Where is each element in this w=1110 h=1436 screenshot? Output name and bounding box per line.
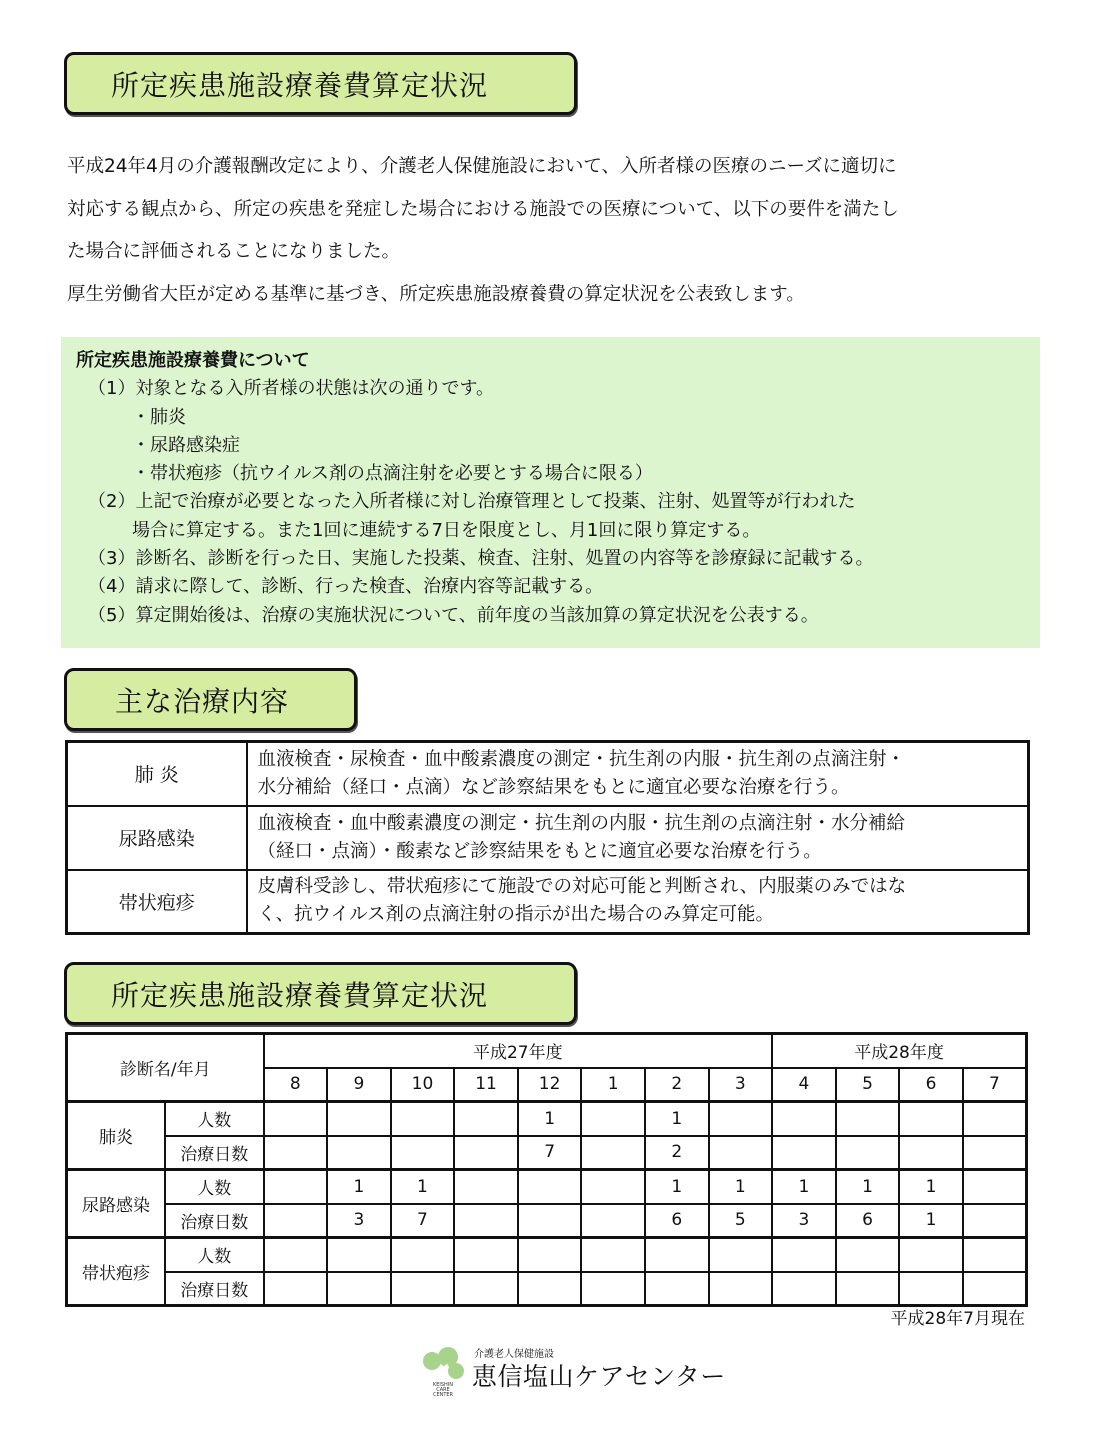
section-heading-treatment: 主な治療内容 [64, 668, 357, 731]
month-header: 4 [772, 1068, 836, 1102]
table-row [67, 1204, 1027, 1238]
treatment-table [65, 740, 1030, 935]
value-cell [772, 1102, 836, 1136]
value-cell: 1 [645, 1170, 709, 1204]
value-cell [264, 1170, 328, 1204]
value-cell [645, 1272, 709, 1306]
metric-label: 人数 [165, 1170, 264, 1204]
value-cell: 5 [709, 1204, 773, 1238]
about-item: （4）請求に際して、診断、行った検査、治療内容等記載する。 [88, 576, 604, 598]
treatment-label: 肺 炎 [67, 742, 247, 806]
value-cell: 1 [518, 1102, 582, 1136]
value-cell [391, 1102, 455, 1136]
value-cell [327, 1136, 391, 1170]
value-cell [454, 1136, 518, 1170]
month-header: 12 [518, 1068, 582, 1102]
logo-name: 恵信塩山ケアセンター [472, 1362, 726, 1391]
value-cell: 6 [836, 1204, 900, 1238]
month-header: 7 [963, 1068, 1027, 1102]
value-cell: 1 [645, 1102, 709, 1136]
value-cell [836, 1238, 900, 1272]
value-cell [518, 1272, 582, 1306]
value-cell [963, 1204, 1027, 1238]
value-cell [772, 1238, 836, 1272]
value-cell [264, 1238, 328, 1272]
intro-line: 厚生労働省大臣が定める基準に基づき、所定疾患施設療養費の算定状況を公表致します。 [67, 283, 805, 305]
value-cell [581, 1136, 645, 1170]
month-header: 8 [264, 1068, 328, 1102]
month-header: 11 [454, 1068, 518, 1102]
value-cell [581, 1272, 645, 1306]
value-cell [709, 1272, 773, 1306]
diagnosis-name: 帯状疱疹 [67, 1238, 166, 1306]
about-item: （5）算定開始後は、治療の実施状況について、前年度の当該加算の算定状況を公表する。 [88, 604, 819, 626]
logo-subtitle: 介護老人保健施設 [474, 1349, 554, 1360]
value-cell [454, 1102, 518, 1136]
value-cell [518, 1170, 582, 1204]
about-item: （3）診断名、診断を行った日、実施した投薬、検査、注射、処置の内容等を診療録に記載する。 [88, 548, 874, 570]
value-cell [836, 1102, 900, 1136]
value-cell [454, 1272, 518, 1306]
month-header: 1 [581, 1068, 645, 1102]
about-item: ・帯状疱疹（抗ウイルス剤の点滴注射を必要とする場合に限る） [132, 463, 653, 485]
value-cell [963, 1170, 1027, 1204]
value-cell [264, 1136, 328, 1170]
table-row [67, 1136, 1027, 1170]
month-header: 6 [899, 1068, 963, 1102]
value-cell [899, 1238, 963, 1272]
about-item: （1）対象となる入所者様の状態は次の通りです。 [88, 378, 495, 400]
value-cell: 7 [518, 1136, 582, 1170]
section-heading-calc-status: 所定疾患施設療養費算定状況 [64, 962, 577, 1025]
value-cell [518, 1204, 582, 1238]
value-cell [518, 1238, 582, 1272]
as-of-date: 平成28年7月現在 [890, 1309, 1025, 1329]
treatment-row [67, 742, 1029, 806]
value-cell [899, 1136, 963, 1170]
logo-english: KEISHIN CARE CENTER [432, 1382, 454, 1398]
intro-paragraph [67, 146, 1057, 316]
section-heading-status: 所定疾患施設療養費算定状況 [64, 52, 577, 115]
table-row [67, 1272, 1027, 1306]
metric-label: 人数 [165, 1238, 264, 1272]
value-cell: 1 [391, 1170, 455, 1204]
year-header-row [67, 1034, 1027, 1068]
metric-label: 人数 [165, 1102, 264, 1136]
value-cell: 3 [327, 1204, 391, 1238]
value-cell [327, 1102, 391, 1136]
description-line: 血液検査・尿検査・血中酸素濃度の測定・抗生剤の内服・抗生剤の点滴注射・ [257, 748, 906, 770]
month-header: 3 [709, 1068, 773, 1102]
value-cell: 2 [645, 1136, 709, 1170]
value-cell: 6 [645, 1204, 709, 1238]
diagnosis-name: 肺炎 [67, 1102, 166, 1170]
month-header: 9 [327, 1068, 391, 1102]
value-cell [709, 1102, 773, 1136]
description-line: （経口・点滴）・酸素など診察結果をもとに適宜必要な治療を行う。 [257, 840, 822, 862]
value-cell [709, 1238, 773, 1272]
fiscal-year-header: 平成28年度 [772, 1034, 1026, 1068]
value-cell [709, 1136, 773, 1170]
fiscal-year-header: 平成27年度 [264, 1034, 773, 1068]
value-cell [899, 1102, 963, 1136]
value-cell [454, 1170, 518, 1204]
about-title: 所定疾患施設療養費について [76, 350, 310, 371]
value-cell [772, 1136, 836, 1170]
value-cell [963, 1136, 1027, 1170]
value-cell: 1 [836, 1170, 900, 1204]
value-cell [454, 1204, 518, 1238]
value-cell [645, 1238, 709, 1272]
description-line: 血液検査・血中酸素濃度の測定・抗生剤の内服・抗生剤の点滴注射・水分補給 [257, 812, 906, 834]
value-cell [963, 1102, 1027, 1136]
description-line: く、抗ウイルス剤の点滴注射の指示が出た場合のみ算定可能。 [257, 904, 775, 926]
metric-label: 治療日数 [165, 1204, 264, 1238]
value-cell: 1 [899, 1170, 963, 1204]
value-cell [772, 1272, 836, 1306]
month-header: 5 [836, 1068, 900, 1102]
about-item: 場合に算定する。また1回に連続する7日を限度とし、月1回に限り算定する。 [132, 519, 761, 541]
intro-line: た場合に評価されることになりました。 [67, 241, 401, 262]
value-cell [836, 1136, 900, 1170]
clover-logo-icon [418, 1347, 468, 1387]
value-cell [327, 1238, 391, 1272]
value-cell [581, 1102, 645, 1136]
about-item: ・尿路感染症 [132, 434, 240, 456]
description-line: 水分補給（経口・点滴）など診察結果をもとに適宜必要な治療を行う。 [257, 776, 850, 798]
value-cell [264, 1204, 328, 1238]
value-cell [581, 1170, 645, 1204]
value-cell [391, 1272, 455, 1306]
value-cell [454, 1238, 518, 1272]
value-cell [581, 1238, 645, 1272]
metric-label: 治療日数 [165, 1272, 264, 1306]
treatment-label: 尿路感染 [67, 806, 247, 870]
about-item: ・肺炎 [132, 406, 186, 428]
month-header: 10 [391, 1068, 455, 1102]
calc-status-table [65, 1032, 1028, 1307]
value-cell: 1 [327, 1170, 391, 1204]
facility-logo [418, 1345, 728, 1405]
value-cell: 3 [772, 1204, 836, 1238]
value-cell [963, 1238, 1027, 1272]
value-cell [264, 1272, 328, 1306]
value-cell: 1 [709, 1170, 773, 1204]
corner-header: 診断名/年月 [67, 1034, 264, 1102]
about-item: （2）上記で治療が必要となった入所者様に対し治療管理として投薬、注射、処置等が行われた [88, 491, 856, 513]
treatment-row [67, 806, 1029, 870]
value-cell [327, 1272, 391, 1306]
value-cell [836, 1272, 900, 1306]
intro-line: 平成24年4月の介護報酬改定により、介護老人保健施設において、入所者様の医療のニーズに適切に [67, 156, 897, 177]
treatment-description [247, 870, 1029, 934]
treatment-description [247, 742, 1029, 806]
table-row [67, 1238, 1027, 1272]
value-cell [391, 1136, 455, 1170]
table-row [67, 1170, 1027, 1204]
value-cell [581, 1204, 645, 1238]
about-box [61, 337, 1040, 648]
month-header: 2 [645, 1068, 709, 1102]
value-cell: 7 [391, 1204, 455, 1238]
value-cell [963, 1272, 1027, 1306]
treatment-label: 帯状疱疹 [67, 870, 247, 934]
value-cell [899, 1272, 963, 1306]
treatment-description [247, 806, 1029, 870]
value-cell [264, 1102, 328, 1136]
intro-line: 対応する観点から、所定の疾患を発症した場合における施設での医療について、以下の要件を満たし [67, 198, 899, 220]
table-row [67, 1102, 1027, 1136]
value-cell: 1 [899, 1204, 963, 1238]
value-cell: 1 [772, 1170, 836, 1204]
diagnosis-name: 尿路感染 [67, 1170, 166, 1238]
description-line: 皮膚科受診し、帯状疱疹にて施設での対応可能と判断され、内服薬のみではな [257, 876, 907, 898]
value-cell [391, 1238, 455, 1272]
treatment-row [67, 870, 1029, 934]
metric-label: 治療日数 [165, 1136, 264, 1170]
